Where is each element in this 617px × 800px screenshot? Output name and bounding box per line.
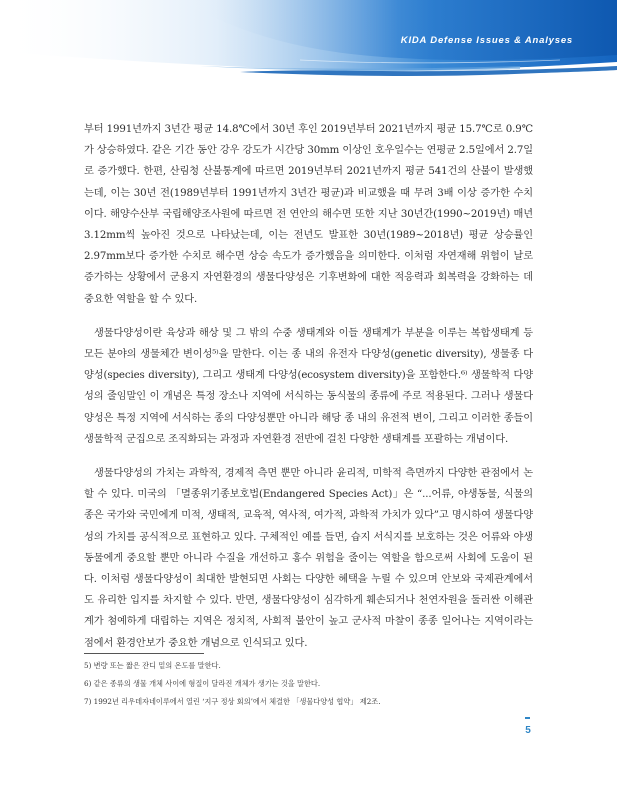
footnote-item: 7) 1992년 리우데자네이루에서 열린 ‘지구 정상 회의’에서 체결한 「생물다양성 협약」 제2조. (84, 697, 381, 706)
footnote-item: 5) 변량 또는 짧은 잔디 밑의 온도를 말한다. (84, 661, 221, 670)
footnote-item: 6) 같은 종류의 생물 개체 사이에 형질이 달라진 개체가 생기는 것을 말한다. (84, 679, 321, 688)
footnote-divider (84, 653, 204, 654)
page-header (0, 0, 617, 100)
header-banner-graphic (0, 0, 617, 100)
body-text (84, 119, 533, 667)
paragraph: 부터 1991년까지 3년간 평균 14.8℃에서 30년 후인 2019년부터 2021년까지 평균 15.7℃로 0.9℃가 상승하였다. 같은 기간 동안 강우 강도가 시간당 30mm 이상인 호우일수는 연평균 2.5일에서 2.7일로 증가했다. 한편, 산림청 산불통계에 따르면 2019년부터 2021년까지 평균 541건의 산불이 발생했는데, 이는 30년 전(1989년부터 1991년까지 3년간 평균)과 비교했을 때 무려 3배 이상 증가한 수치이다. 해양수산부 국립해양조사원에 따르면 전 연안의 해수면 또한 지난 30년간(1990~2019년) 매년 3.12mm씩 높아진 것으로 나타났는데, 이는 전년도 발표한 30년(1989~2018년) 평균 상승률인 2.97mm보다 증가한 수치로 해수면 상승 속도가 증가했음을 의미한다. 이처럼 자연재해 위험이 날로 증가하는 상황에서 군용지 자연환경의 생물다양성은 기후변화에 대한 적응력과 회복력을 강화하는 데 중요한 역할을 할 수 있다. (84, 124, 533, 305)
page-number-mark (525, 717, 530, 719)
paragraph: 생물다양성의 가치는 과학적, 경제적 측면 뿐만 아니라 윤리적, 미학적 측면까지 다양한 관점에서 논할 수 있다. 미국의 「멸종위기종보호법(Endangered Species Act)」은 “...어류, 야생동물, 식물의 종은 국가와 국민에게 미적, 생태적, 교육적, 역사적, 여가적, 과학적 가치가 있다”고 명시하여 생물다양성의 가치를 공식적으로 표현하고 있다. 구체적인 예를 들면, 습지 서식지를 보호하는 것은 어류와 야생동물에게 중요할 뿐만 아니라 수질을 개선하고 홍수 위험을 줄이는 역할을 함으로써 사회에 도움이 된다. 이처럼 생물다양성이 최대한 발현되면 사회는 다양한 혜택을 누릴 수 있으며 안보와 국제관계에서도 유리한 입지를 차지할 수 있다. 반면, 생물다양성이 심각하게 훼손되거나 천연자원을 둘러싼 이해관계가 첨예하게 대립하는 지역은 정치적, 사회적 불안이 높고 군사적 마찰이 종종 일어나는 지역이라는 점에서 환경안보가 중요한 개념으로 인식되고 있다. (84, 468, 533, 649)
page-number: 5 (525, 725, 531, 736)
paragraph: 생물다양성이란 육상과 해상 및 그 밖의 수중 생태계와 이들 생태계가 부분을 이루는 복합생태계 등 모든 분야의 생물체간 변이성⁵⁾을 말한다. 이는 종 내의 유전자 다양성(genetic diversity), 생물종 다양성(species diversity), 그리고 생태계 다양성(ecosystem diversity)을 포함한다.⁶⁾ 생물학적 다양성의 줄임말인 이 개념은 특정 장소나 지역에 서식하는 동식물의 종류에 주로 적용된다. 그러나 생물다양성은 특정 지역에 서식하는 종의 다양성뿐만 아니라 해당 종 내의 유전적 변이, 그리고 이러한 종들이 생물학적 군집으로 조직화되는 과정과 자연환경 전반에 걸친 다양한 생태계를 포괄하는 개념이다. (84, 327, 533, 445)
header-title: KIDA Defense Issues & Analyses (400, 35, 573, 46)
footnotes (84, 657, 533, 711)
